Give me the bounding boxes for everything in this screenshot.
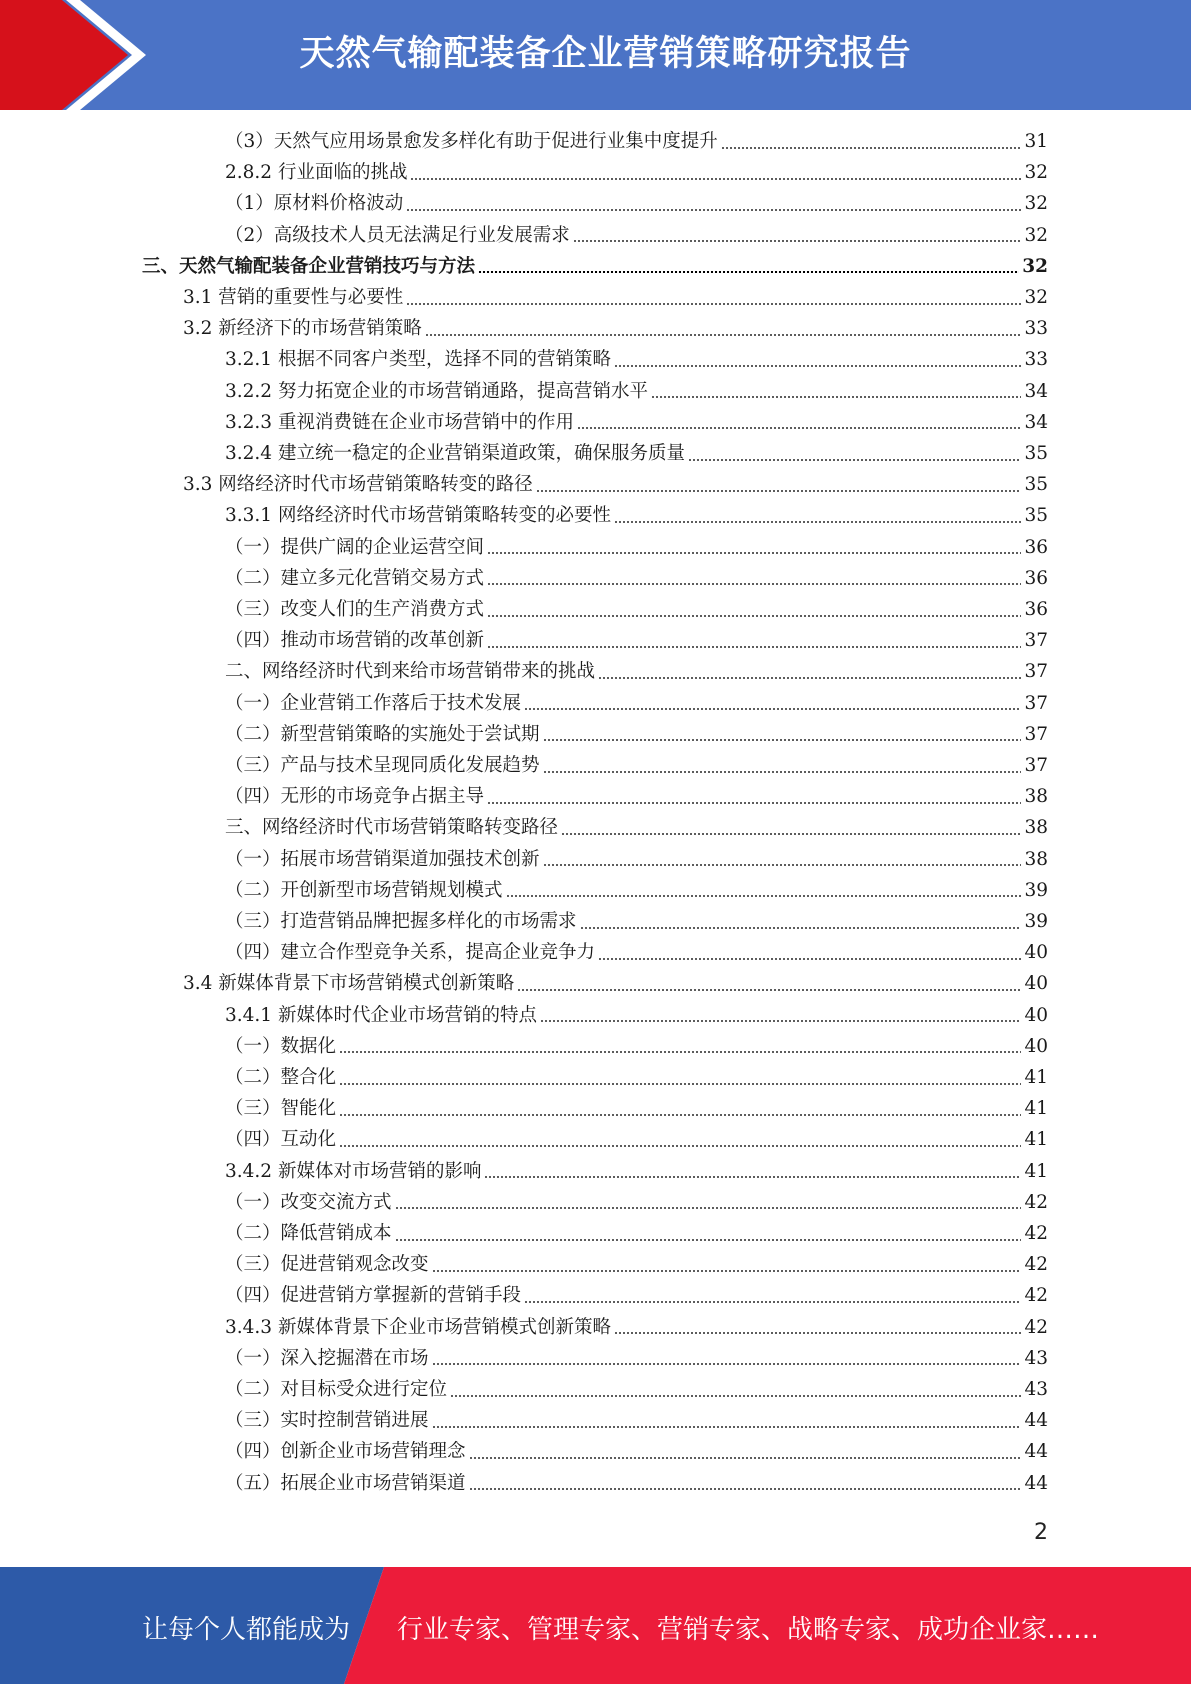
toc-entry[interactable] bbox=[183, 469, 1048, 500]
toc-entry-label: 3.3 网络经济时代市场营销策略转变的路径 bbox=[183, 474, 533, 496]
toc-entry-page: 37 bbox=[1024, 630, 1048, 652]
toc-entry-page: 41 bbox=[1024, 1067, 1048, 1088]
footer-slogan-right: 行业专家、管理专家、营销专家、战略专家、成功企业家…… bbox=[397, 1615, 1100, 1645]
toc-entry-page: 44 bbox=[1024, 1472, 1048, 1494]
toc-entry-page: 37 bbox=[1024, 661, 1048, 683]
toc-dot-leader bbox=[536, 490, 1022, 492]
toc-entry-page: 42 bbox=[1024, 1285, 1048, 1307]
toc-entry-label: （三）促进营销观念改变 bbox=[225, 1254, 429, 1276]
toc-dot-leader bbox=[721, 147, 1022, 149]
toc-dot-leader bbox=[614, 521, 1021, 523]
toc-entry-page: 32 bbox=[1024, 224, 1048, 246]
toc-entry-label: 二、网络经济时代到来给市场营销带来的挑战 bbox=[225, 661, 596, 683]
toc-entry[interactable] bbox=[225, 906, 1048, 937]
toc-entry-page: 37 bbox=[1024, 692, 1048, 714]
toc-dot-leader bbox=[543, 739, 1022, 741]
toc-entry-label: 3.4.2 新媒体对市场营销的影响 bbox=[225, 1160, 482, 1182]
toc-entry-label: （一）提供广阔的企业运营空间 bbox=[225, 536, 485, 558]
toc-entry[interactable] bbox=[225, 1436, 1048, 1467]
toc-entry-page: 31 bbox=[1024, 131, 1048, 152]
toc-dot-leader bbox=[339, 1145, 1021, 1147]
toc-entry-label: （二）对目标受众进行定位 bbox=[225, 1379, 448, 1400]
toc-dot-leader bbox=[573, 240, 1022, 242]
toc-entry[interactable] bbox=[225, 376, 1048, 407]
toc-entry-label: （三）智能化 bbox=[225, 1098, 337, 1120]
toc-entry-label: （二）开创新型市场营销规划模式 bbox=[225, 879, 503, 901]
toc-entry-label: 三、天然气输配装备企业营销技巧与方法 bbox=[142, 255, 476, 277]
toc-entry-page: 44 bbox=[1024, 1410, 1048, 1432]
toc-entry-label: （一）数据化 bbox=[225, 1035, 337, 1057]
toc-entry-page: 42 bbox=[1024, 1191, 1048, 1213]
toc-entry[interactable] bbox=[225, 812, 1048, 843]
footer-slogan-left: 让每个人都能成为 bbox=[142, 1615, 351, 1645]
toc-entry-page: 39 bbox=[1024, 911, 1048, 932]
toc-entry-label: （一）企业营销工作落后于技术发展 bbox=[225, 692, 522, 714]
toc-entry-label: （一）深入挖掘潜在市场 bbox=[225, 1347, 429, 1369]
toc-entry-page: 35 bbox=[1024, 505, 1048, 527]
toc-entry-label: （二）整合化 bbox=[225, 1067, 337, 1088]
toc-entry-label: （一）拓展市场营销渠道加强技术创新 bbox=[225, 848, 540, 870]
toc-dot-leader bbox=[577, 427, 1021, 429]
toc-entry-label: （一）改变交流方式 bbox=[225, 1191, 392, 1213]
toc-entry-label: （1）原材料价格波动 bbox=[225, 193, 404, 215]
toc-entry-label: （三）打造营销品牌把握多样化的市场需求 bbox=[225, 911, 577, 932]
toc-entry[interactable] bbox=[225, 625, 1048, 656]
toc-dot-leader bbox=[540, 1020, 1021, 1022]
toc-entry[interactable] bbox=[225, 563, 1048, 594]
toc-entry-label: 2.8.2 行业面临的挑战 bbox=[225, 162, 408, 184]
toc-dot-leader bbox=[524, 708, 1021, 710]
toc-entry-label: 3.2.2 努力拓宽企业的市场营销通路，提高营销水平 bbox=[225, 380, 648, 402]
toc-entry-page: 42 bbox=[1024, 1223, 1048, 1244]
toc-entry[interactable] bbox=[225, 1062, 1048, 1093]
toc-entry-page: 42 bbox=[1024, 1254, 1048, 1276]
toc-entry-label: （3）天然气应用场景愈发多样化有助于促进行业集中度提升 bbox=[225, 131, 718, 152]
toc-entry[interactable] bbox=[225, 1249, 1048, 1280]
toc-entry[interactable] bbox=[225, 188, 1048, 219]
toc-entry-label: 3.4 新媒体背景下市场营销模式创新策略 bbox=[183, 973, 515, 995]
toc-entry-page: 38 bbox=[1024, 786, 1048, 808]
toc-entry[interactable] bbox=[225, 844, 1048, 875]
toc-dot-leader bbox=[614, 1332, 1021, 1334]
toc-entry-page: 40 bbox=[1024, 1004, 1048, 1026]
toc-dot-leader bbox=[410, 178, 1021, 180]
toc-entry-label: （四）推动市场营销的改革创新 bbox=[225, 630, 485, 652]
toc-entry[interactable] bbox=[183, 968, 1048, 999]
toc-entry-label: 3.2.4 建立统一稳定的企业营销渠道政策，确保服务质量 bbox=[225, 443, 685, 464]
toc-entry-page: 32 bbox=[1024, 193, 1048, 215]
toc-entry[interactable] bbox=[225, 1343, 1048, 1374]
toc-entry[interactable] bbox=[225, 1218, 1048, 1249]
toc-entry-page: 37 bbox=[1024, 723, 1048, 745]
toc-dot-leader bbox=[469, 1457, 1022, 1459]
toc-dot-leader bbox=[484, 1176, 1021, 1178]
toc-dot-leader bbox=[487, 646, 1021, 648]
toc-entry-page: 38 bbox=[1024, 848, 1048, 870]
toc-entry-page: 34 bbox=[1024, 380, 1048, 402]
toc-entry-label: （四）建立合作型竞争关系，提高企业竞争力 bbox=[225, 942, 596, 964]
toc-entry[interactable] bbox=[225, 344, 1048, 375]
toc-entry-page: 32 bbox=[1024, 287, 1048, 308]
toc-dot-leader bbox=[469, 1488, 1022, 1490]
toc-entry[interactable] bbox=[225, 1156, 1048, 1187]
toc-entry[interactable] bbox=[225, 532, 1048, 563]
toc-entry[interactable] bbox=[225, 688, 1048, 719]
toc-entry[interactable] bbox=[225, 1468, 1048, 1499]
toc-entry-page: 40 bbox=[1024, 973, 1048, 995]
toc-entry-label: （二）建立多元化营销交易方式 bbox=[225, 567, 485, 589]
toc-dot-leader bbox=[543, 771, 1022, 773]
toc-dot-leader bbox=[487, 552, 1021, 554]
toc-entry-label: （二）新型营销策略的实施处于尝试期 bbox=[225, 723, 540, 745]
toc-entry-page: 32 bbox=[1022, 255, 1048, 277]
toc-entry[interactable] bbox=[225, 500, 1048, 531]
toc-entry-page: 33 bbox=[1024, 349, 1048, 371]
toc-entry[interactable] bbox=[225, 750, 1048, 781]
toc-dot-leader bbox=[487, 802, 1021, 804]
toc-dot-leader bbox=[432, 1270, 1022, 1272]
toc-entry[interactable] bbox=[225, 719, 1048, 750]
toc-entry-label: 3.3.1 网络经济时代市场营销策略转变的必要性 bbox=[225, 505, 611, 527]
toc-entry[interactable] bbox=[225, 937, 1048, 968]
page-header bbox=[0, 0, 1191, 110]
toc-dot-leader bbox=[651, 396, 1021, 398]
toc-entry-page: 35 bbox=[1024, 474, 1048, 496]
toc-entry-label: （三）实时控制营销进展 bbox=[225, 1410, 429, 1432]
toc-dot-leader bbox=[517, 989, 1021, 991]
toc-entry[interactable] bbox=[225, 126, 1048, 157]
toc-dot-leader bbox=[339, 1083, 1021, 1085]
toc-entry[interactable] bbox=[225, 656, 1048, 687]
toc-entry[interactable] bbox=[225, 1312, 1048, 1343]
toc-entry[interactable] bbox=[225, 1000, 1048, 1031]
toc-entry-label: 3.1 营销的重要性与必要性 bbox=[183, 287, 404, 308]
toc-entry[interactable] bbox=[142, 251, 1048, 282]
toc-entry-page: 42 bbox=[1024, 1316, 1048, 1338]
toc-dot-leader bbox=[478, 271, 1019, 273]
toc-entry[interactable] bbox=[225, 1405, 1048, 1436]
toc-entry-page: 40 bbox=[1024, 1035, 1048, 1057]
toc-entry[interactable] bbox=[225, 1093, 1048, 1124]
toc-entry-label: （2）高级技术人员无法满足行业发展需求 bbox=[225, 224, 570, 246]
toc-dot-leader bbox=[406, 209, 1021, 211]
toc-entry-page: 44 bbox=[1024, 1441, 1048, 1463]
toc-dot-leader bbox=[598, 677, 1021, 679]
toc-dot-leader bbox=[580, 927, 1022, 929]
toc-dot-leader bbox=[450, 1395, 1021, 1397]
toc-entry[interactable] bbox=[225, 1124, 1048, 1155]
toc-dot-leader bbox=[432, 1363, 1022, 1365]
toc-entry-label: 3.2.3 重视消费链在企业市场营销中的作用 bbox=[225, 411, 574, 433]
toc-dot-leader bbox=[506, 895, 1022, 897]
toc-entry[interactable] bbox=[225, 1280, 1048, 1311]
toc-entry-page: 39 bbox=[1024, 879, 1048, 901]
toc-entry[interactable] bbox=[225, 781, 1048, 812]
toc-entry-page: 40 bbox=[1024, 942, 1048, 964]
toc-entry-page: 41 bbox=[1024, 1098, 1048, 1120]
toc-entry[interactable] bbox=[225, 438, 1048, 469]
toc-dot-leader bbox=[425, 334, 1022, 336]
toc-dot-leader bbox=[339, 1114, 1021, 1116]
toc-entry[interactable] bbox=[225, 220, 1048, 251]
toc-entry-label: 3.2.1 根据不同客户类型，选择不同的营销策略 bbox=[225, 349, 611, 371]
toc-entry-page: 35 bbox=[1024, 443, 1048, 464]
toc-entry-page: 43 bbox=[1024, 1347, 1048, 1369]
toc-entry-label: 3.4.1 新媒体时代企业市场营销的特点 bbox=[225, 1004, 537, 1026]
toc-entry-page: 41 bbox=[1024, 1129, 1048, 1151]
toc-dot-leader bbox=[487, 615, 1021, 617]
toc-entry-label: （四）创新企业市场营销理念 bbox=[225, 1441, 466, 1463]
toc-dot-leader bbox=[688, 459, 1021, 461]
toc-entry-label: （二）降低营销成本 bbox=[225, 1223, 392, 1244]
toc-entry[interactable] bbox=[183, 282, 1048, 313]
toc-entry-label: 三、网络经济时代市场营销策略转变路径 bbox=[225, 817, 559, 839]
toc-entry-page: 32 bbox=[1024, 162, 1048, 184]
toc-entry[interactable] bbox=[183, 313, 1048, 344]
toc-entry-page: 43 bbox=[1024, 1379, 1048, 1400]
toc-dot-leader bbox=[487, 583, 1021, 585]
toc-entry-page: 36 bbox=[1024, 536, 1048, 558]
toc-dot-leader bbox=[543, 864, 1022, 866]
toc-dot-leader bbox=[598, 958, 1021, 960]
toc-entry[interactable] bbox=[225, 875, 1048, 906]
toc-entry-page: 41 bbox=[1024, 1160, 1048, 1182]
toc-entry-label: （三）产品与技术呈现同质化发展趋势 bbox=[225, 755, 540, 776]
page-footer bbox=[0, 1567, 1191, 1684]
toc-entry-label: （四）互动化 bbox=[225, 1129, 337, 1151]
toc-entry[interactable] bbox=[225, 157, 1048, 188]
toc-entry[interactable] bbox=[225, 1031, 1048, 1062]
toc-entry-page: 38 bbox=[1024, 817, 1048, 839]
toc-entry[interactable] bbox=[225, 1374, 1048, 1405]
toc-dot-leader bbox=[561, 833, 1021, 835]
toc-dot-leader bbox=[339, 1051, 1021, 1053]
toc-entry-page: 33 bbox=[1024, 318, 1048, 340]
toc-entry-label: （四）无形的市场竞争占据主导 bbox=[225, 786, 485, 808]
toc-entry[interactable] bbox=[225, 594, 1048, 625]
toc-dot-leader bbox=[614, 365, 1021, 367]
toc-entry-label: （五）拓展企业市场营销渠道 bbox=[225, 1472, 466, 1494]
toc-dot-leader bbox=[406, 303, 1021, 305]
toc-dot-leader bbox=[395, 1239, 1022, 1241]
toc-entry-label: （三）改变人们的生产消费方式 bbox=[225, 599, 485, 620]
toc-entry-page: 36 bbox=[1024, 567, 1048, 589]
toc-entry-label: 3.2 新经济下的市场营销策略 bbox=[183, 318, 422, 340]
page-number: 2 bbox=[1034, 1520, 1048, 1545]
toc-entry-page: 34 bbox=[1024, 411, 1048, 433]
toc-entry-page: 37 bbox=[1024, 755, 1048, 776]
toc-entry[interactable] bbox=[225, 407, 1048, 438]
toc-entry-label: （四）促进营销方掌握新的营销手段 bbox=[225, 1285, 522, 1307]
report-title: 天然气输配装备企业营销策略研究报告 bbox=[299, 34, 912, 74]
toc-dot-leader bbox=[395, 1207, 1022, 1209]
toc-dot-leader bbox=[524, 1301, 1021, 1303]
toc-entry-page: 36 bbox=[1024, 599, 1048, 620]
toc-entry-label: 3.4.3 新媒体背景下企业市场营销模式创新策略 bbox=[225, 1316, 611, 1338]
toc-entry[interactable] bbox=[225, 1187, 1048, 1218]
toc-dot-leader bbox=[432, 1426, 1022, 1428]
